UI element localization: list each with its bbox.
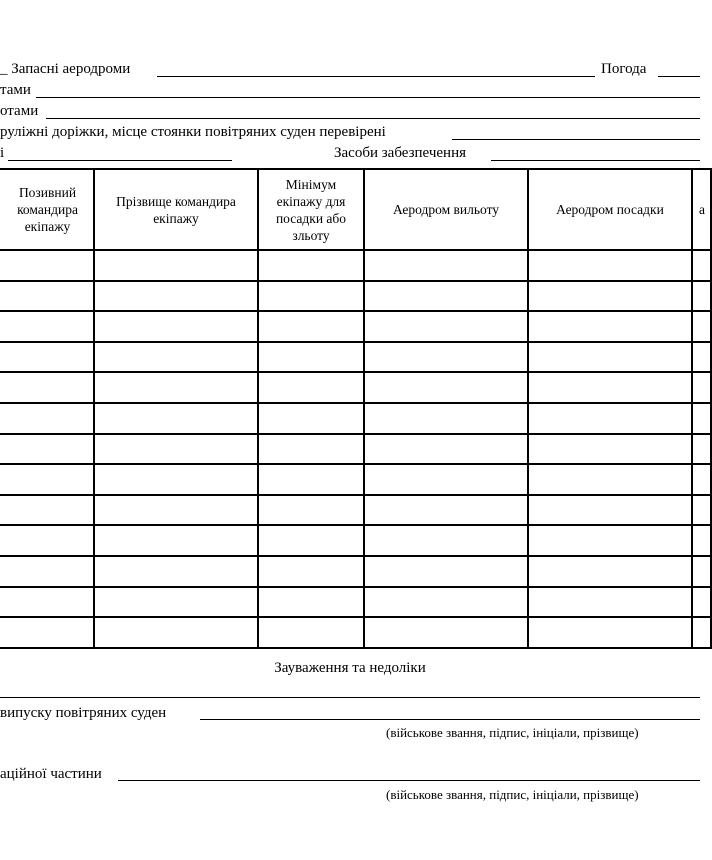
table-cell[interactable]	[692, 556, 711, 587]
table-cell[interactable]	[0, 587, 94, 618]
table-cell[interactable]	[0, 617, 94, 648]
table-cell[interactable]	[0, 342, 94, 373]
table-cell[interactable]	[692, 434, 711, 465]
table-cell[interactable]	[364, 342, 528, 373]
table-cell[interactable]	[364, 281, 528, 312]
support-means-field[interactable]	[491, 160, 700, 161]
table-cell[interactable]	[0, 556, 94, 587]
header-line-5-left-label: і	[0, 145, 5, 161]
col-commander-name-header: Прізвище командира екіпажу	[94, 169, 258, 250]
weather-field[interactable]	[658, 76, 700, 77]
table-cell[interactable]	[258, 556, 364, 587]
table-row	[0, 342, 711, 373]
table-cell[interactable]	[0, 464, 94, 495]
table-cell[interactable]	[364, 464, 528, 495]
table-cell[interactable]	[528, 617, 692, 648]
col-departure-aerodrome-header: Аеродром вильоту	[364, 169, 528, 250]
table-cell[interactable]	[692, 403, 711, 434]
release-signature-field[interactable]	[200, 719, 700, 720]
table-cell[interactable]	[258, 372, 364, 403]
table-cell[interactable]	[528, 372, 692, 403]
table-row	[0, 281, 711, 312]
table-cell[interactable]	[0, 281, 94, 312]
table-cell[interactable]	[364, 587, 528, 618]
table-cell[interactable]	[692, 281, 711, 312]
taxiways-checked-field[interactable]	[452, 139, 700, 140]
table-cell[interactable]	[692, 464, 711, 495]
table-row	[0, 525, 711, 556]
table-cell[interactable]	[528, 556, 692, 587]
table-cell[interactable]	[258, 403, 364, 434]
table-cell[interactable]	[692, 495, 711, 526]
table-cell[interactable]	[0, 434, 94, 465]
table-cell[interactable]	[94, 311, 258, 342]
table-cell[interactable]	[94, 556, 258, 587]
table-cell[interactable]	[94, 525, 258, 556]
table-cell[interactable]	[364, 617, 528, 648]
table-cell[interactable]	[0, 372, 94, 403]
table-cell[interactable]	[0, 495, 94, 526]
remarks-line[interactable]	[0, 697, 700, 698]
table-cell[interactable]	[0, 403, 94, 434]
table-cell[interactable]	[692, 311, 711, 342]
table-cell[interactable]	[0, 525, 94, 556]
table-cell[interactable]	[94, 342, 258, 373]
weather-label: Погода	[601, 61, 647, 77]
table-cell[interactable]	[528, 495, 692, 526]
unit-caption: (військове звання, підпис, ініціали, прізвище)	[386, 787, 639, 802]
table-cell[interactable]	[0, 311, 94, 342]
support-means-label: Засоби забезпечення	[334, 145, 466, 161]
remarks-title: Зауваження та недоліки	[274, 660, 426, 676]
table-cell[interactable]	[528, 587, 692, 618]
table-header-row	[0, 169, 711, 250]
table-cell[interactable]	[94, 372, 258, 403]
table-cell[interactable]	[94, 464, 258, 495]
table-row	[0, 372, 711, 403]
table-cell[interactable]	[94, 434, 258, 465]
table-cell[interactable]	[94, 587, 258, 618]
col-crew-minimum-header: Мінімум екіпажу для посадки або зльоту	[258, 169, 364, 250]
table-cell[interactable]	[692, 250, 711, 281]
table-cell[interactable]	[258, 434, 364, 465]
table-row	[0, 434, 711, 465]
table-cell[interactable]	[258, 495, 364, 526]
table-cell[interactable]	[692, 372, 711, 403]
header-line-3-label: отами	[0, 103, 39, 119]
taxiways-checked-label: руліжні доріжки, місце стоянки повітряних суден перевірені	[0, 124, 386, 140]
table-row	[0, 556, 711, 587]
header-line-1	[0, 60, 130, 78]
table-cell[interactable]	[258, 617, 364, 648]
table-cell[interactable]	[94, 250, 258, 281]
table-cell[interactable]	[364, 311, 528, 342]
table-cell[interactable]	[528, 311, 692, 342]
table-cell[interactable]	[258, 587, 364, 618]
table-cell[interactable]	[364, 525, 528, 556]
table-cell[interactable]	[94, 617, 258, 648]
header-line-2-label: тами	[0, 82, 31, 98]
table-cell[interactable]	[94, 403, 258, 434]
table-cell[interactable]	[258, 464, 364, 495]
table-cell[interactable]	[364, 372, 528, 403]
table-cell[interactable]	[94, 281, 258, 312]
table-cell[interactable]	[364, 250, 528, 281]
table-cell[interactable]	[528, 434, 692, 465]
header-line-5-left-field[interactable]	[8, 160, 232, 161]
table-cell[interactable]	[258, 342, 364, 373]
table-cell[interactable]	[528, 342, 692, 373]
table-row	[0, 250, 711, 281]
table-row	[0, 403, 711, 434]
table-row	[0, 311, 711, 342]
release-caption: (військове звання, підпис, ініціали, прізвище)	[386, 725, 639, 740]
table-cell[interactable]	[364, 403, 528, 434]
table-cell[interactable]	[364, 434, 528, 465]
alternate-aerodromes-field[interactable]	[157, 76, 595, 77]
table-row	[0, 617, 711, 648]
table-cell[interactable]	[258, 281, 364, 312]
table-cell[interactable]	[0, 250, 94, 281]
table-cell[interactable]	[692, 342, 711, 373]
header-line-2-field[interactable]	[36, 97, 700, 98]
table-cell[interactable]	[528, 525, 692, 556]
table-row	[0, 464, 711, 495]
table-cell[interactable]	[258, 311, 364, 342]
table-cell[interactable]	[528, 281, 692, 312]
table-cell[interactable]	[364, 556, 528, 587]
col-callsign-header: Позивний командира екіпажу	[0, 169, 94, 250]
table-row	[0, 587, 711, 618]
table-cell[interactable]	[258, 525, 364, 556]
line1-prefix: _	[0, 61, 8, 77]
unit-signature-field[interactable]	[118, 780, 700, 781]
table-cell[interactable]	[364, 495, 528, 526]
col-landing-aerodrome-header: Аеродром посадки	[528, 169, 692, 250]
flight-table	[0, 168, 712, 649]
table-cell[interactable]	[528, 464, 692, 495]
table-row	[0, 495, 711, 526]
table-cell[interactable]	[528, 403, 692, 434]
table-cell[interactable]	[692, 587, 711, 618]
alternate-aerodromes-label: Запасні аеродроми	[11, 61, 131, 77]
table-cell[interactable]	[94, 495, 258, 526]
table-cell[interactable]	[692, 617, 711, 648]
table-cell[interactable]	[258, 250, 364, 281]
col-cut-off-header: а	[692, 169, 711, 250]
release-label: випуску повітряних суден	[0, 705, 167, 721]
table-cell[interactable]	[528, 250, 692, 281]
unit-label: аційної частини	[0, 766, 102, 782]
table-cell[interactable]	[692, 525, 711, 556]
header-line-3-field[interactable]	[46, 118, 700, 119]
table-body	[0, 250, 711, 648]
